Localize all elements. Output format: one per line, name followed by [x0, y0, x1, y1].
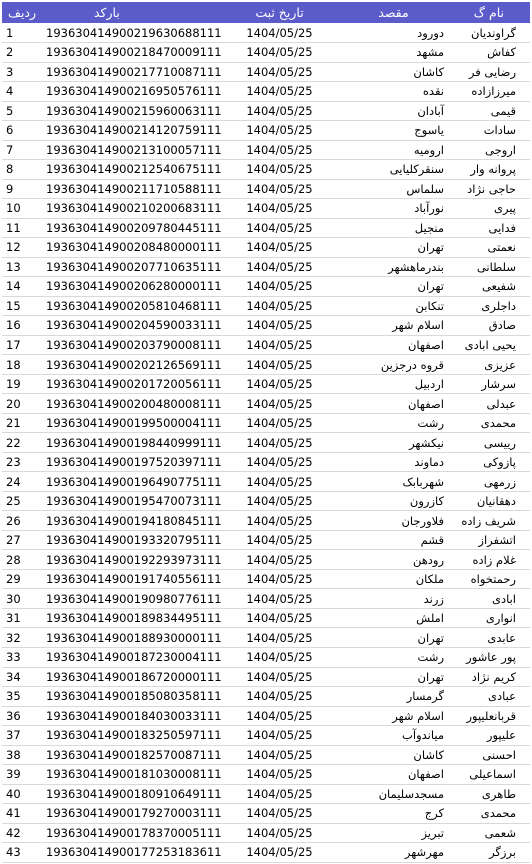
cell-name: یحیی ابادی	[450, 335, 530, 355]
table-row	[2, 316, 530, 336]
cell-date: 1404/05/25	[222, 569, 337, 589]
cell-destination: ملکان	[337, 569, 450, 589]
cell-name: سرشار	[450, 374, 530, 394]
cell-destination: گرمسار	[337, 687, 450, 707]
table-body	[2, 23, 530, 862]
cell-destination: اردبیل	[337, 374, 450, 394]
cell-date: 1404/05/25	[222, 726, 337, 746]
cell-date: 1404/05/25	[222, 452, 337, 472]
cell-row-number: 43	[2, 843, 42, 863]
cell-barcode: 193630414900195470073111	[42, 491, 222, 511]
cell-date: 1404/05/25	[222, 43, 337, 63]
cell-barcode: 193630414900204590033111	[42, 316, 222, 336]
cell-barcode: 193630414900192293973111	[42, 550, 222, 570]
cell-row-number: 36	[2, 706, 42, 726]
cell-name: شفیعی	[450, 277, 530, 297]
cell-row-number: 6	[2, 121, 42, 141]
table-row	[2, 179, 530, 199]
cell-row-number: 7	[2, 140, 42, 160]
cell-name: علیپور	[450, 726, 530, 746]
table-row	[2, 43, 530, 63]
cell-name: پور عاشور	[450, 648, 530, 668]
cell-row-number: 16	[2, 316, 42, 336]
cell-date: 1404/05/25	[222, 530, 337, 550]
cell-date: 1404/05/25	[222, 316, 337, 336]
cell-date: 1404/05/25	[222, 179, 337, 199]
cell-barcode: 193630414900193320795111	[42, 530, 222, 550]
table-row	[2, 530, 530, 550]
table-row	[2, 726, 530, 746]
cell-name: سلطانی	[450, 257, 530, 277]
cell-destination: ارومیه	[337, 140, 450, 160]
cell-name: پیری	[450, 199, 530, 219]
cell-name: قیمی	[450, 101, 530, 121]
cell-row-number: 40	[2, 784, 42, 804]
table-row	[2, 765, 530, 785]
cell-date: 1404/05/25	[222, 374, 337, 394]
cell-destination: تبریز	[337, 823, 450, 843]
cell-barcode: 193630414900219630688111	[42, 23, 222, 43]
cell-row-number: 22	[2, 433, 42, 453]
cell-name: قربانعلیپور	[450, 706, 530, 726]
cell-barcode: 193630414900215960063111	[42, 101, 222, 121]
table-row	[2, 140, 530, 160]
table-row	[2, 608, 530, 628]
cell-barcode: 193630414900200480008111	[42, 394, 222, 414]
cell-date: 1404/05/25	[222, 589, 337, 609]
cell-destination: رشت	[337, 648, 450, 668]
cell-destination: زرند	[337, 589, 450, 609]
cell-destination: مهرشهر	[337, 843, 450, 863]
cell-date: 1404/05/25	[222, 823, 337, 843]
cell-destination: اصفهان	[337, 335, 450, 355]
cell-barcode: 193630414900214120759111	[42, 121, 222, 141]
table-row	[2, 569, 530, 589]
cell-barcode: 193630414900177253183611	[42, 843, 222, 863]
table-row	[2, 628, 530, 648]
cell-barcode: 193630414900218470009111	[42, 43, 222, 63]
cell-name: پروانه وار	[450, 160, 530, 180]
cell-date: 1404/05/25	[222, 804, 337, 824]
cell-date: 1404/05/25	[222, 140, 337, 160]
cell-date: 1404/05/25	[222, 23, 337, 43]
table-row	[2, 550, 530, 570]
cell-name: نعمتی	[450, 238, 530, 258]
cell-destination: تهران	[337, 277, 450, 297]
cell-destination: فلاورجان	[337, 511, 450, 531]
cell-destination: تنکابن	[337, 296, 450, 316]
table-row	[2, 394, 530, 414]
cell-date: 1404/05/25	[222, 433, 337, 453]
table-row	[2, 257, 530, 277]
header-barcode: بارکد	[94, 5, 120, 20]
cell-name: شعمی	[450, 823, 530, 843]
cell-row-number: 20	[2, 394, 42, 414]
cell-row-number: 13	[2, 257, 42, 277]
table-row	[2, 296, 530, 316]
cell-destination: منجیل	[337, 218, 450, 238]
cell-destination: املش	[337, 608, 450, 628]
cell-destination: قشم	[337, 530, 450, 550]
cell-date: 1404/05/25	[222, 765, 337, 785]
cell-barcode: 193630414900185080358111	[42, 687, 222, 707]
cell-destination: کاشان	[337, 745, 450, 765]
cell-destination: سنقرکلیایی	[337, 160, 450, 180]
table-row	[2, 335, 530, 355]
cell-barcode: 193630414900206280000111	[42, 277, 222, 297]
cell-name: عبادی	[450, 687, 530, 707]
cell-name: غلام زاده	[450, 550, 530, 570]
cell-row-number: 24	[2, 472, 42, 492]
cell-row-number: 14	[2, 277, 42, 297]
cell-destination: بندرماهشهر	[337, 257, 450, 277]
cell-row-number: 41	[2, 804, 42, 824]
cell-destination: اسلام شهر	[337, 316, 450, 336]
table-row	[2, 491, 530, 511]
table-row	[2, 218, 530, 238]
cell-destination: تهران	[337, 238, 450, 258]
table-row	[2, 101, 530, 121]
cell-barcode: 193630414900213100057111	[42, 140, 222, 160]
cell-name: میرزازاده	[450, 82, 530, 102]
cell-date: 1404/05/25	[222, 413, 337, 433]
cell-barcode: 193630414900186720000111	[42, 667, 222, 687]
cell-barcode: 193630414900178370005111	[42, 823, 222, 843]
cell-barcode: 193630414900205810468111	[42, 296, 222, 316]
cell-destination: یاسوج	[337, 121, 450, 141]
cell-destination: دماوند	[337, 452, 450, 472]
header-name: نام گ	[473, 5, 504, 20]
table-row	[2, 804, 530, 824]
table-row	[2, 589, 530, 609]
cell-name: احسنی	[450, 745, 530, 765]
cell-barcode: 193630414900191740556111	[42, 569, 222, 589]
cell-destination: اصفهان	[337, 394, 450, 414]
cell-name: رحمتخواه	[450, 569, 530, 589]
cell-row-number: 42	[2, 823, 42, 843]
cell-barcode: 193630414900207710635111	[42, 257, 222, 277]
cell-row-number: 3	[2, 62, 42, 82]
cell-date: 1404/05/25	[222, 82, 337, 102]
cell-row-number: 39	[2, 765, 42, 785]
cell-date: 1404/05/25	[222, 277, 337, 297]
cell-date: 1404/05/25	[222, 257, 337, 277]
cell-name: اسماعیلی	[450, 765, 530, 785]
cell-row-number: 25	[2, 491, 42, 511]
cell-name: عابدی	[450, 628, 530, 648]
cell-name: محمدی	[450, 413, 530, 433]
cell-name: اتشفراز	[450, 530, 530, 550]
cell-name: داجلری	[450, 296, 530, 316]
cell-row-number: 9	[2, 179, 42, 199]
cell-destination: نورآباد	[337, 199, 450, 219]
cell-date: 1404/05/25	[222, 62, 337, 82]
cell-barcode: 193630414900210200683111	[42, 199, 222, 219]
cell-row-number: 29	[2, 569, 42, 589]
cell-row-number: 28	[2, 550, 42, 570]
cell-row-number: 19	[2, 374, 42, 394]
cell-date: 1404/05/25	[222, 218, 337, 238]
table-row	[2, 843, 530, 863]
cell-barcode: 193630414900182570087111	[42, 745, 222, 765]
cell-date: 1404/05/25	[222, 843, 337, 863]
cell-date: 1404/05/25	[222, 745, 337, 765]
cell-barcode: 193630414900203790008111	[42, 335, 222, 355]
shipment-table	[2, 2, 530, 863]
cell-barcode: 193630414900199500004111	[42, 413, 222, 433]
cell-destination: میاندوآب	[337, 726, 450, 746]
cell-barcode: 193630414900181030008111	[42, 765, 222, 785]
cell-barcode: 193630414900194180845111	[42, 511, 222, 531]
table-row	[2, 433, 530, 453]
cell-name: صادق	[450, 316, 530, 336]
cell-date: 1404/05/25	[222, 550, 337, 570]
cell-date: 1404/05/25	[222, 160, 337, 180]
cell-destination: دورود	[337, 23, 450, 43]
cell-barcode: 193630414900208480000111	[42, 238, 222, 258]
cell-barcode: 193630414900180910649111	[42, 784, 222, 804]
cell-row-number: 38	[2, 745, 42, 765]
cell-date: 1404/05/25	[222, 121, 337, 141]
cell-barcode: 193630414900197520397111	[42, 452, 222, 472]
table-row	[2, 687, 530, 707]
cell-row-number: 34	[2, 667, 42, 687]
table-row	[2, 706, 530, 726]
cell-barcode: 193630414900196490775111	[42, 472, 222, 492]
shipment-sheet	[2, 2, 530, 863]
cell-name: دهقانیان	[450, 491, 530, 511]
cell-date: 1404/05/25	[222, 472, 337, 492]
cell-destination: سلماس	[337, 179, 450, 199]
cell-destination: اسلام شهر	[337, 706, 450, 726]
cell-barcode: 193630414900183250597111	[42, 726, 222, 746]
cell-row-number: 1	[2, 23, 42, 43]
cell-destination: نیکشهر	[337, 433, 450, 453]
cell-date: 1404/05/25	[222, 238, 337, 258]
cell-date: 1404/05/25	[222, 355, 337, 375]
cell-date: 1404/05/25	[222, 296, 337, 316]
table-row	[2, 355, 530, 375]
cell-date: 1404/05/25	[222, 648, 337, 668]
table-row	[2, 413, 530, 433]
header-date: تاریخ ثبت	[255, 5, 304, 20]
cell-row-number: 5	[2, 101, 42, 121]
cell-barcode: 193630414900212540675111	[42, 160, 222, 180]
cell-date: 1404/05/25	[222, 199, 337, 219]
cell-date: 1404/05/25	[222, 394, 337, 414]
cell-destination: مشهد	[337, 43, 450, 63]
cell-destination: رودهن	[337, 550, 450, 570]
cell-destination: قروه درجزین	[337, 355, 450, 375]
cell-barcode: 193630414900217710087111	[42, 62, 222, 82]
cell-date: 1404/05/25	[222, 335, 337, 355]
cell-row-number: 8	[2, 160, 42, 180]
header-row-number: ردیف	[8, 5, 37, 20]
cell-name: پازوکی	[450, 452, 530, 472]
cell-name: زرمهی	[450, 472, 530, 492]
table-row	[2, 472, 530, 492]
cell-name: برزگر	[450, 843, 530, 863]
cell-row-number: 30	[2, 589, 42, 609]
cell-name: ابادی	[450, 589, 530, 609]
table-row	[2, 745, 530, 765]
table-row	[2, 62, 530, 82]
cell-barcode: 193630414900188930000111	[42, 628, 222, 648]
cell-name: فدایی	[450, 218, 530, 238]
cell-row-number: 26	[2, 511, 42, 531]
cell-row-number: 17	[2, 335, 42, 355]
table-row	[2, 452, 530, 472]
cell-name: انواری	[450, 608, 530, 628]
cell-date: 1404/05/25	[222, 706, 337, 726]
table-row	[2, 277, 530, 297]
cell-row-number: 21	[2, 413, 42, 433]
cell-date: 1404/05/25	[222, 784, 337, 804]
cell-barcode: 193630414900202126569111	[42, 355, 222, 375]
table-row	[2, 784, 530, 804]
table-header	[2, 2, 530, 23]
cell-barcode: 193630414900209780445111	[42, 218, 222, 238]
cell-destination: شهربابک	[337, 472, 450, 492]
cell-destination: مسجدسلیمان	[337, 784, 450, 804]
cell-barcode: 193630414900184030033111	[42, 706, 222, 726]
cell-row-number: 33	[2, 648, 42, 668]
table-row	[2, 648, 530, 668]
cell-row-number: 15	[2, 296, 42, 316]
cell-row-number: 23	[2, 452, 42, 472]
cell-date: 1404/05/25	[222, 628, 337, 648]
cell-date: 1404/05/25	[222, 101, 337, 121]
cell-destination: نقده	[337, 82, 450, 102]
cell-destination: آبادان	[337, 101, 450, 121]
cell-name: اروجی	[450, 140, 530, 160]
cell-barcode: 193630414900187230004111	[42, 648, 222, 668]
cell-row-number: 37	[2, 726, 42, 746]
cell-name: عزیزی	[450, 355, 530, 375]
cell-destination: تهران	[337, 667, 450, 687]
cell-row-number: 32	[2, 628, 42, 648]
cell-name: شریف زاده	[450, 511, 530, 531]
table-row	[2, 667, 530, 687]
cell-date: 1404/05/25	[222, 491, 337, 511]
cell-name: گراوندیان	[450, 23, 530, 43]
cell-destination: کرج	[337, 804, 450, 824]
cell-barcode: 193630414900179270003111	[42, 804, 222, 824]
cell-date: 1404/05/25	[222, 511, 337, 531]
header-destination: مقصد	[378, 5, 409, 20]
cell-barcode: 193630414900216950576111	[42, 82, 222, 102]
cell-barcode: 193630414900201720056111	[42, 374, 222, 394]
table-row	[2, 199, 530, 219]
cell-name: محمدی	[450, 804, 530, 824]
cell-destination: تهران	[337, 628, 450, 648]
cell-destination: اصفهان	[337, 765, 450, 785]
header-row	[2, 2, 530, 23]
cell-name: کفاش	[450, 43, 530, 63]
table-row	[2, 374, 530, 394]
cell-name: رییسی	[450, 433, 530, 453]
cell-row-number: 2	[2, 43, 42, 63]
table-row	[2, 23, 530, 43]
cell-row-number: 18	[2, 355, 42, 375]
cell-name: حاجی نژاد	[450, 179, 530, 199]
cell-row-number: 35	[2, 687, 42, 707]
cell-row-number: 4	[2, 82, 42, 102]
cell-name: سادات	[450, 121, 530, 141]
cell-barcode: 193630414900211710588111	[42, 179, 222, 199]
cell-date: 1404/05/25	[222, 608, 337, 628]
cell-row-number: 27	[2, 530, 42, 550]
cell-date: 1404/05/25	[222, 687, 337, 707]
table-row	[2, 121, 530, 141]
cell-destination: کاشان	[337, 62, 450, 82]
cell-barcode: 193630414900198440999111	[42, 433, 222, 453]
cell-barcode: 193630414900189834495111	[42, 608, 222, 628]
cell-name: رضایی فر	[450, 62, 530, 82]
cell-name: عبدلی	[450, 394, 530, 414]
cell-barcode: 193630414900190980776111	[42, 589, 222, 609]
cell-date: 1404/05/25	[222, 667, 337, 687]
table-row	[2, 823, 530, 843]
cell-row-number: 10	[2, 199, 42, 219]
cell-row-number: 31	[2, 608, 42, 628]
table-row	[2, 82, 530, 102]
cell-row-number: 11	[2, 218, 42, 238]
cell-destination: کازرون	[337, 491, 450, 511]
cell-name: کریم نژاد	[450, 667, 530, 687]
cell-name: طاهری	[450, 784, 530, 804]
cell-destination: رشت	[337, 413, 450, 433]
cell-row-number: 12	[2, 238, 42, 258]
table-row	[2, 511, 530, 531]
table-row	[2, 238, 530, 258]
table-row	[2, 160, 530, 180]
